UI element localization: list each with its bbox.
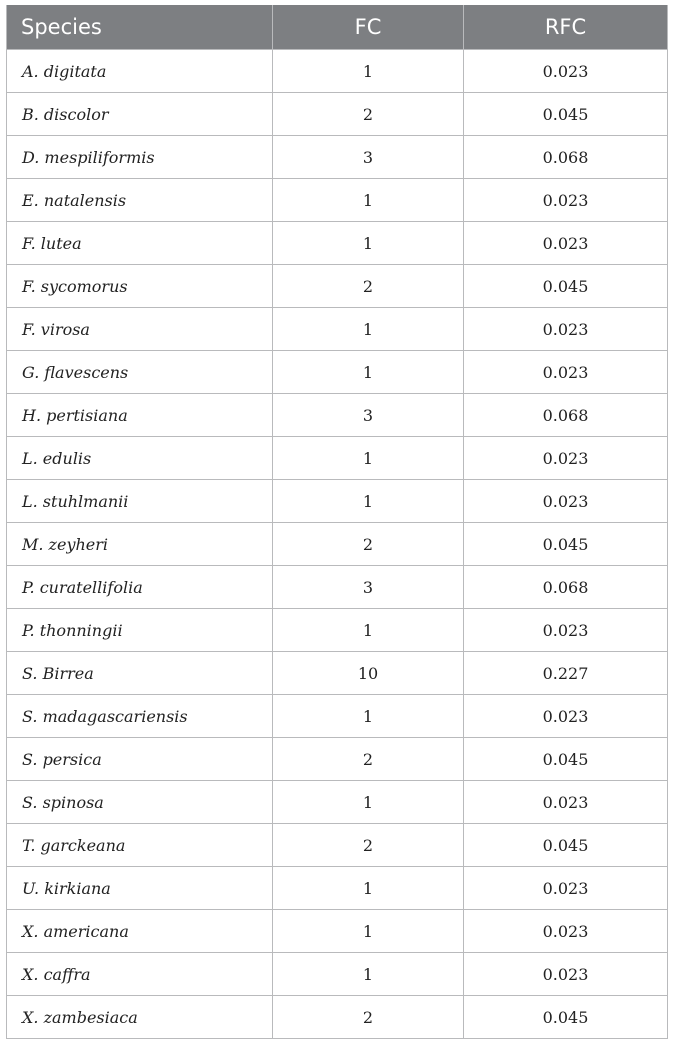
fc-cell: 2 <box>273 265 464 308</box>
fc-cell: 1 <box>273 50 464 93</box>
rfc-cell: 0.068 <box>464 394 668 437</box>
table-row <box>7 50 668 93</box>
table-row <box>7 910 668 953</box>
rfc-cell: 0.045 <box>464 265 668 308</box>
species-cell: D. mespiliformis <box>7 136 273 179</box>
table-row <box>7 265 668 308</box>
rfc-cell: 0.045 <box>464 738 668 781</box>
table-row <box>7 996 668 1039</box>
table-row <box>7 652 668 695</box>
fc-cell: 1 <box>273 695 464 738</box>
table-row <box>7 308 668 351</box>
fc-cell: 3 <box>273 394 464 437</box>
rfc-cell: 0.023 <box>464 351 668 394</box>
fc-cell: 2 <box>273 824 464 867</box>
table-row <box>7 179 668 222</box>
table-row <box>7 523 668 566</box>
table-row <box>7 93 668 136</box>
rfc-cell: 0.023 <box>464 695 668 738</box>
species-cell: P. curatellifolia <box>7 566 273 609</box>
table-row <box>7 867 668 910</box>
rfc-cell: 0.023 <box>464 179 668 222</box>
rfc-cell: 0.023 <box>464 50 668 93</box>
table-row <box>7 437 668 480</box>
species-frequency-table <box>6 5 668 1039</box>
rfc-cell: 0.045 <box>464 824 668 867</box>
rfc-cell: 0.045 <box>464 523 668 566</box>
species-cell: H. pertisiana <box>7 394 273 437</box>
species-cell: E. natalensis <box>7 179 273 222</box>
fc-cell: 3 <box>273 136 464 179</box>
species-cell: S. persica <box>7 738 273 781</box>
fc-cell: 1 <box>273 910 464 953</box>
fc-cell: 1 <box>273 609 464 652</box>
table-row <box>7 351 668 394</box>
species-cell: X. zambesiaca <box>7 996 273 1039</box>
species-table-container <box>6 5 667 1039</box>
rfc-cell: 0.045 <box>464 996 668 1039</box>
fc-cell: 3 <box>273 566 464 609</box>
fc-cell: 2 <box>273 523 464 566</box>
header-row <box>7 5 668 50</box>
species-cell: T. garckeana <box>7 824 273 867</box>
column-header-rfc: RFC <box>464 5 668 50</box>
species-cell: B. discolor <box>7 93 273 136</box>
rfc-cell: 0.023 <box>464 781 668 824</box>
fc-cell: 10 <box>273 652 464 695</box>
table-row <box>7 222 668 265</box>
rfc-cell: 0.023 <box>464 910 668 953</box>
rfc-cell: 0.227 <box>464 652 668 695</box>
table-row <box>7 781 668 824</box>
table-row <box>7 695 668 738</box>
rfc-cell: 0.023 <box>464 222 668 265</box>
fc-cell: 1 <box>273 179 464 222</box>
fc-cell: 2 <box>273 93 464 136</box>
species-cell: L. stuhlmanii <box>7 480 273 523</box>
species-cell: S. spinosa <box>7 781 273 824</box>
species-cell: F. virosa <box>7 308 273 351</box>
rfc-cell: 0.068 <box>464 136 668 179</box>
species-cell: L. edulis <box>7 437 273 480</box>
species-cell: S. madagascariensis <box>7 695 273 738</box>
fc-cell: 1 <box>273 437 464 480</box>
species-cell: U. kirkiana <box>7 867 273 910</box>
table-header <box>7 5 668 50</box>
species-cell: X. caffra <box>7 953 273 996</box>
column-header-fc: FC <box>273 5 464 50</box>
fc-cell: 1 <box>273 953 464 996</box>
fc-cell: 1 <box>273 781 464 824</box>
species-cell: P. thonningii <box>7 609 273 652</box>
fc-cell: 1 <box>273 867 464 910</box>
species-cell: F. lutea <box>7 222 273 265</box>
species-cell: M. zeyheri <box>7 523 273 566</box>
table-row <box>7 566 668 609</box>
column-header-species: Species <box>7 5 273 50</box>
species-cell: G. flavescens <box>7 351 273 394</box>
rfc-cell: 0.023 <box>464 480 668 523</box>
table-row <box>7 609 668 652</box>
species-cell: X. americana <box>7 910 273 953</box>
table-body <box>7 50 668 1039</box>
fc-cell: 1 <box>273 222 464 265</box>
rfc-cell: 0.068 <box>464 566 668 609</box>
rfc-cell: 0.023 <box>464 953 668 996</box>
rfc-cell: 0.023 <box>464 609 668 652</box>
table-row <box>7 738 668 781</box>
rfc-cell: 0.023 <box>464 867 668 910</box>
table-row <box>7 824 668 867</box>
species-cell: F. sycomorus <box>7 265 273 308</box>
table-row <box>7 953 668 996</box>
table-row <box>7 394 668 437</box>
rfc-cell: 0.023 <box>464 308 668 351</box>
rfc-cell: 0.045 <box>464 93 668 136</box>
species-cell: S. Birrea <box>7 652 273 695</box>
table-row <box>7 136 668 179</box>
fc-cell: 1 <box>273 351 464 394</box>
species-cell: A. digitata <box>7 50 273 93</box>
fc-cell: 2 <box>273 996 464 1039</box>
rfc-cell: 0.023 <box>464 437 668 480</box>
fc-cell: 1 <box>273 308 464 351</box>
fc-cell: 1 <box>273 480 464 523</box>
fc-cell: 2 <box>273 738 464 781</box>
table-row <box>7 480 668 523</box>
